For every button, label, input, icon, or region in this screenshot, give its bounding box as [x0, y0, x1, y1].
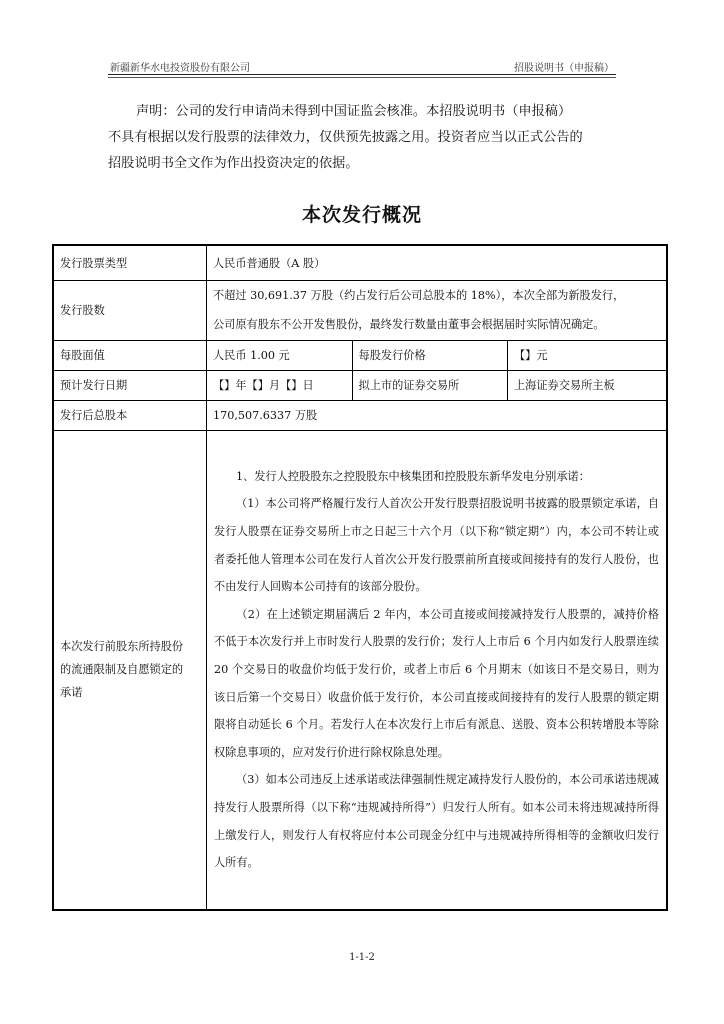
header-doc-title: 招股说明书（申报稿）: [514, 63, 614, 74]
table-row: [53, 430, 667, 910]
page-header: [108, 56, 616, 76]
price-label: 每股发行价格: [352, 340, 507, 370]
table-row: [53, 245, 667, 280]
par-label: 每股面值: [53, 340, 206, 370]
table-row: [53, 280, 667, 340]
shares-value: [206, 280, 667, 340]
date-label: 预计发行日期: [53, 370, 206, 400]
exchange-label: 拟上市的证券交易所: [352, 370, 507, 400]
lockup-label: [53, 430, 206, 910]
page-title: 本次发行概况: [301, 204, 422, 226]
shares-line-2: 公司原有股东不公开发售股份，最终发行数量由董事会根据届时实际情况确定。: [212, 318, 605, 331]
table-row: [53, 340, 667, 370]
table-row: [53, 370, 667, 400]
header-company: 新疆新华水电投资股份有限公司: [110, 63, 250, 74]
header-rule-thin: [108, 77, 616, 78]
header-rule-thick: [108, 74, 616, 75]
disclaimer-notice: [108, 99, 618, 177]
par-value: 人民币 1.00 元: [206, 340, 352, 370]
notice-line-2: 不具有根据以发行股票的法律效力，仅供预先披露之用。投资者应当以正式公告的: [108, 130, 583, 145]
table-row: [53, 400, 667, 430]
total-shares-label: 发行后总股本: [53, 400, 206, 430]
notice-line-3: 招股说明书全文作为作出投资决定的依据。: [108, 156, 359, 171]
lockup-label-line-1: 本次发行前股东所持股份: [60, 640, 184, 654]
lockup-commitments: [206, 430, 667, 910]
lockup-para-1: 1、发行人控股股东之控股股东中核集团和控股股东新华发电分别承诺：: [235, 469, 590, 483]
price-value: 【】元: [507, 340, 667, 370]
lockup-label-line-3: 承诺: [60, 686, 83, 700]
total-shares-value: 170,507.6337 万股: [206, 400, 667, 430]
lockup-label-line-2: 的流通限制及自愿锁定的: [60, 663, 184, 677]
shares-line-1: 不超过 30,691.37 万股（约占发行后公司总股本的 18%），本次全部为新股发行，: [212, 289, 625, 302]
lockup-para-2: （1）本公司将严格履行发行人首次公开发行股票招股说明书披露的股票锁定承诺，自发行人股票在证券交易所上市之日起三十六个月（以下称“锁定期”）内，本公司不转让或者委托他人管理本公司在发行人首次公开发行股票前所直接或间接持有的发行人股份，也不由发行人回购本公司持有的该部分股份。: [213, 497, 659, 594]
offering-overview-table: [52, 244, 668, 911]
lockup-para-3: （2）在上述锁定期届满后 2 年内，本公司直接或间接减持发行人股票的，减持价格不低于本次发行并上市时发行人股票的发行价；发行人上市后 6 个月内如发行人股票连续 20 个交易日的收盘价均低于发行价，或者上市后 6 个月期末（如该日不是交易日，则为该日后第一个交易日）收盘价低于发行价，本公司直接或间接持有的发行人股票的锁定期限将自动延长 6 个月。若发行人在本次发行上市后有派息、送股、资本公积转增股本等除权除息事项的，应对发行价进行除权除息处理。: [213, 607, 659, 759]
stock-type-value: 人民币普通股（A 股）: [206, 245, 667, 280]
page-number: 1-1-2: [349, 952, 375, 963]
exchange-value: 上海证券交易所主板: [507, 370, 667, 400]
shares-label: 发行股数: [53, 280, 206, 340]
stock-type-label: 发行股票类型: [53, 245, 206, 280]
lockup-para-4: （3）如本公司违反上述承诺或法律强制性规定减持发行人股份的，本公司承诺违规减持发行人股票所得（以下称“违规减持所得”）归发行人所有。如本公司未将违规减持所得上缴发行人，则发行人有权将应付本公司现金分红中与违规减持所得相等的金额收归发行人所有。: [213, 773, 659, 870]
notice-line-1: 声明：公司的发行申请尚未得到中国证监会核准。本招股说明书（申报稿）: [136, 104, 572, 119]
date-value: 【】年【】月【】日: [206, 370, 352, 400]
